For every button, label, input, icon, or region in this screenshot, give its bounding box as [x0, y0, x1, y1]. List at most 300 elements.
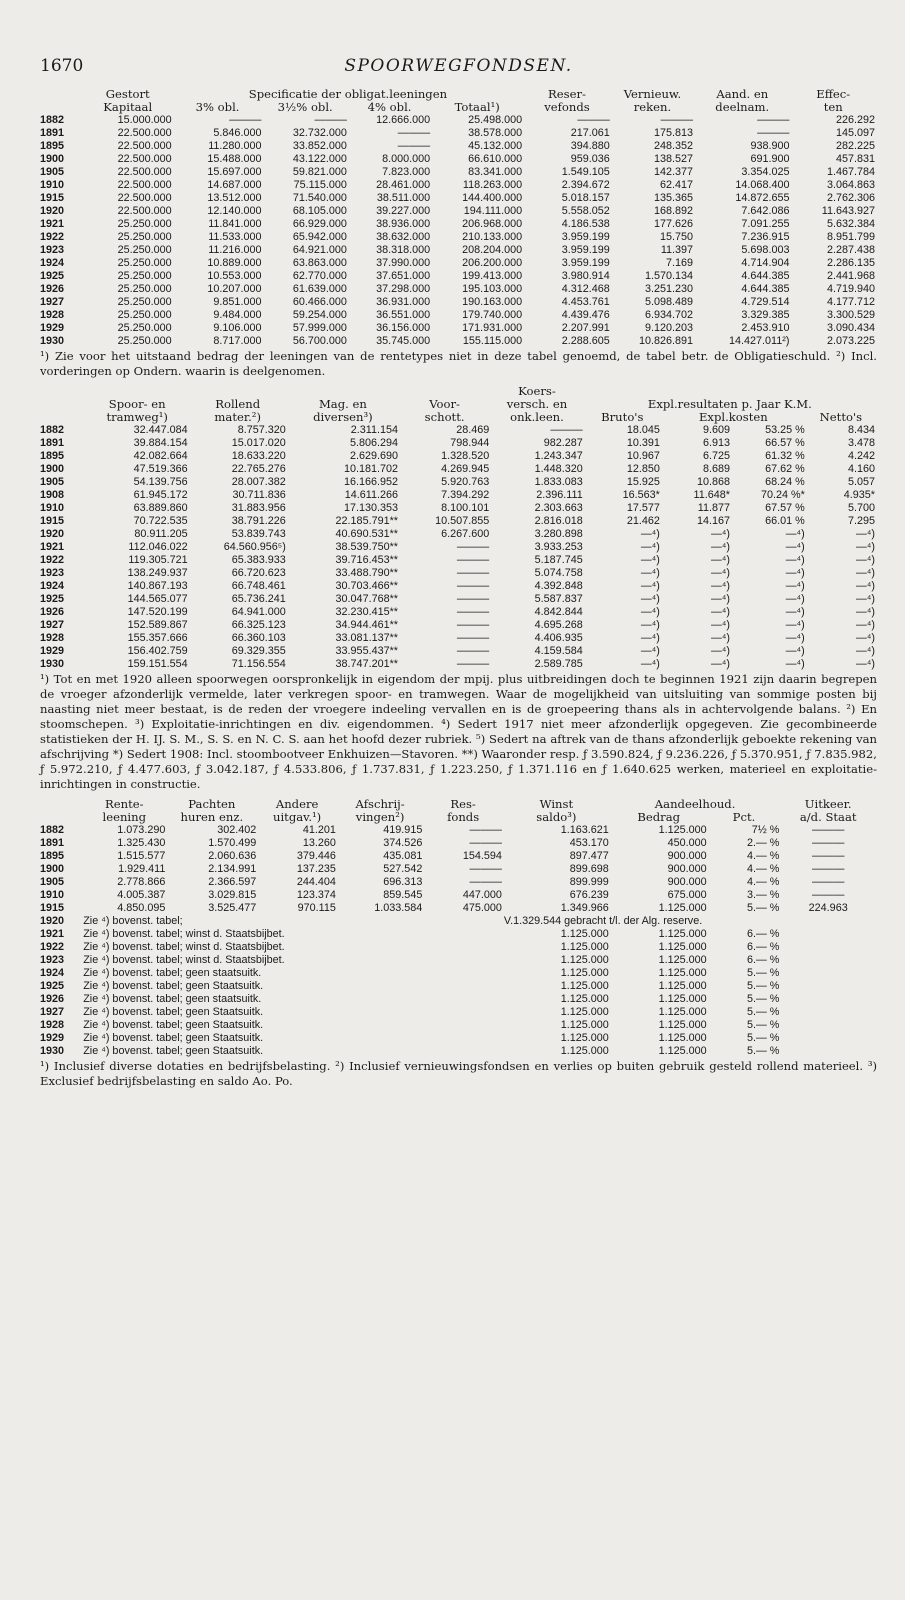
table-cell: 4.644.385	[741, 270, 790, 282]
table-row	[40, 489, 877, 502]
table-cell: 208.204.000	[462, 244, 523, 256]
table-cell: 696.313	[383, 876, 423, 888]
table-row	[40, 824, 877, 837]
table-cell: 61.32 %	[765, 450, 805, 462]
year-cell: 1925	[40, 270, 65, 282]
table-cell: 8.757.320	[237, 424, 286, 436]
table-cell: 25.250.000	[117, 335, 172, 347]
table-cell: 71.156.554	[231, 658, 286, 670]
table-cell: 1.125.000	[658, 1045, 707, 1057]
table-cell: —⁴)	[785, 593, 805, 605]
table-cell: 69.329.355	[231, 645, 286, 657]
table-cell: 22.500.000	[117, 166, 172, 178]
table-cell: 226.292	[835, 114, 875, 126]
table-cell: 302.402	[217, 824, 257, 836]
table-cell: 475.000	[462, 902, 502, 914]
table-cell: 144.400.000	[462, 192, 523, 204]
table-cell: 33.081.137**	[335, 632, 398, 644]
table-cell: 1.328.520	[441, 450, 490, 462]
table-cell: ———	[456, 541, 490, 553]
table1-footnote: ¹) Zie voor het uitstaand bedrag der leeningen van de rentetypes niet in deze tabel genoemd, de tabel betr. de Obligatieschuld. ²) Incl. vorderingen op Ondern. waarin is deelgenomen.	[40, 349, 877, 378]
table-cell: 450.000	[667, 837, 707, 849]
t1-h-deelnam: deelnam.	[715, 101, 770, 114]
table-cell: 22.765.276	[231, 463, 286, 475]
table-cell: 1.243.347	[534, 450, 583, 462]
year-cell: 1895	[40, 140, 65, 152]
year-cell: 1915	[40, 515, 65, 527]
table-cell: 8.717.000	[213, 335, 262, 347]
table-cell: 938.900	[750, 140, 790, 152]
table-cell: 10.391	[626, 437, 660, 449]
table-cell: 22.500.000	[117, 140, 172, 152]
table-cell: 42.082.664	[133, 450, 188, 462]
table-cell: —⁴)	[640, 658, 660, 670]
table-row	[40, 309, 877, 322]
year-cell: 1891	[40, 127, 65, 139]
t1-h-vefonds: vefonds	[544, 101, 590, 114]
table-cell: 900.000	[667, 863, 707, 875]
table-cell: 80.911.205	[134, 528, 188, 540]
table-cell: 2.396.111	[536, 489, 583, 501]
table-cell: 1.073.290	[117, 824, 166, 836]
table-cell: 6.267.600	[441, 528, 490, 540]
table-row	[40, 980, 877, 993]
table-cell: —⁴)	[785, 528, 805, 540]
table-cell: 39.716.453**	[335, 554, 398, 566]
table-cell: 15.750	[660, 231, 694, 243]
table-cell: 2.778.866	[117, 876, 166, 888]
table-cell: 457.831	[835, 153, 875, 165]
table-cell: 10.507.855	[435, 515, 490, 527]
table-cell: —⁴)	[710, 632, 730, 644]
table-cell: Zie ⁴) bovenst. tabel; geen staatsuitk.	[83, 993, 262, 1005]
table-cell: —⁴)	[640, 645, 660, 657]
table-cell: —⁴)	[710, 645, 730, 657]
table-cell: —⁴)	[640, 619, 660, 631]
table-cell: 5.057	[847, 476, 875, 488]
table-cell: 379.446	[296, 850, 336, 862]
table-cell: 4.935*	[843, 489, 875, 501]
t2-h-mag: Mag. en	[318, 398, 367, 411]
table-cell: 65.736.241	[231, 593, 286, 605]
table-cell: 2.366.597	[208, 876, 257, 888]
table-cell: —⁴)	[855, 567, 875, 579]
table-cell: 2.311.154	[350, 424, 398, 436]
table-row	[40, 450, 877, 463]
table-cell: 25.250.000	[117, 257, 172, 269]
table-cell: 210.133.000	[462, 231, 523, 243]
table-cell: 4.842.844	[534, 606, 583, 618]
year-cell: 1926	[40, 283, 65, 295]
table-cell: 5.632.384	[826, 218, 875, 230]
year-cell: 1922	[40, 554, 65, 566]
table-cell: 982.287	[543, 437, 583, 449]
t1-h-ten: ten	[823, 101, 843, 114]
table-cell: 65.383.933	[231, 554, 286, 566]
table-cell: 14.427.011²)	[729, 335, 790, 347]
table-cell: ———	[456, 554, 490, 566]
table-cell: —⁴)	[640, 606, 660, 618]
table-cell: 66.720.623	[231, 567, 286, 579]
table-cell: 37.298.000	[376, 283, 431, 295]
year-cell: 1922	[40, 231, 65, 243]
t3-h-andere: Andere	[275, 798, 319, 811]
table-cell: 152.589.867	[127, 619, 188, 631]
t1-h-4obl: 4% obl.	[367, 101, 412, 114]
table-cell: 900.000	[667, 850, 707, 862]
year-cell: 1905	[40, 476, 65, 488]
table-cell: 15.000.000	[117, 114, 172, 126]
table-cell: 4.729.514	[741, 296, 790, 308]
table-row	[40, 593, 877, 606]
table-cell: ———	[397, 140, 431, 152]
table-cell: 4.160	[847, 463, 875, 475]
table-cell: 435.081	[383, 850, 423, 862]
table-cell: 3.959.199	[561, 231, 610, 243]
table-cell: 138.527	[654, 153, 694, 165]
table-cell: 4.177.712	[826, 296, 875, 308]
table-cell: ———	[456, 580, 490, 592]
t1-h-gestort: Gestort	[105, 88, 150, 101]
table-cell: 38.511.000	[376, 192, 431, 204]
table-cell: 16.166.952	[343, 476, 398, 488]
table-cell: 83.341.000	[468, 166, 523, 178]
table-cell: 2.— %	[746, 837, 780, 849]
table-cell: 5.187.745	[534, 554, 583, 566]
t2-h-koers: Koers-	[518, 385, 556, 398]
table-cell: 22.500.000	[117, 192, 172, 204]
year-cell: 1921	[40, 541, 65, 553]
table-cell: 119.305.721	[128, 554, 188, 566]
table-cell: ———	[812, 889, 845, 901]
table-cell: 25.250.000	[117, 322, 172, 334]
table2-footnote: ¹) Tot en met 1920 alleen spoorwegen oorspronkelijk in eigendom der mpij. plus uitbreidingen doch te beginnen 1921 zijn daarin begrepen de vroeger afzonderlijk vermelde, later verkregen spoor- en tramwegen. Waar de mogelijkheid van uitsluiting van sommige posten bij naasting niet meer bestaat, is de reden der vroegere indeeling vervallen en is de groepeering thans als in achtervolgende balans. ²) En stoomschepen. ³) Exploitatie-inrichtingen en div. eigendommen. ⁴) Sedert 1917 niet meer afzonderlijk opgegeven. Zie gecombineerde statistieken der H. IJ. S. M., S. S. en N. C. S. aan het hoofd dezer rubriek. ⁵) Sedert na aftrek van de thans afzonderlijk geboekte rekening van afschrijving *) Sedert 1908: Incl. stoombootveer Enkhuizen—Stavoren. **) Waaronder resp. ƒ 3.590.824, ƒ 9.236.226, ƒ 5.370.951, ƒ 7.835.982, ƒ 5.972.210, ƒ 4.477.603, ƒ 3.042.187, ƒ 4.533.806, ƒ 1.737.831, ƒ 1.223.250, ƒ 1.371.116 en ƒ 1.640.625 werken, materieel en exploitatie-inrichtingen in constructie.	[40, 672, 877, 791]
table-row	[40, 218, 877, 231]
table-row	[40, 140, 877, 153]
t3-h-huren: huren enz.	[180, 811, 244, 824]
table-cell: 8.434	[847, 424, 875, 436]
table-cell: 5.846.000	[213, 127, 262, 139]
table-cell: 1.125.000	[560, 967, 609, 979]
table-cell: 1.929.411	[118, 863, 166, 875]
table-cell: 64.560.956⁵)	[223, 541, 286, 553]
table-cell: 8.000.000	[382, 153, 431, 165]
year-cell: 1923	[40, 244, 65, 256]
table-cell: 36.156.000	[376, 322, 431, 334]
table-cell: 66.01 %	[765, 515, 805, 527]
year-cell: 1930	[40, 1045, 65, 1057]
table-cell: 7.091.255	[741, 218, 790, 230]
table-row	[40, 127, 877, 140]
table-row	[40, 515, 877, 528]
table-cell: 11.648*	[693, 489, 730, 501]
year-cell: 1926	[40, 606, 65, 618]
table-cell: 394.880	[570, 140, 610, 152]
table-cell: 4.714.904	[741, 257, 790, 269]
table-cell: —⁴)	[710, 658, 730, 670]
table-row	[40, 528, 877, 541]
table-cell: Zie ⁴) bovenst. tabel; geen staatsuitk.	[83, 967, 262, 979]
table-cell: 41.201	[302, 824, 336, 836]
table-cell: 675.000	[667, 889, 707, 901]
table-cell: 22.185.791**	[335, 515, 398, 527]
table-cell: 64.921.000	[292, 244, 347, 256]
table-cell: 15.697.000	[207, 166, 262, 178]
table-cell: 1.125.000	[560, 941, 609, 953]
table-cell: 8.689	[702, 463, 730, 475]
table-row	[40, 876, 877, 889]
table-cell: 1.125.000	[658, 902, 707, 914]
table-cell: 5.700	[847, 502, 875, 514]
t1-h-reken: reken.	[633, 101, 672, 114]
table-cell: 177.626	[654, 218, 694, 230]
year-cell: 1882	[40, 114, 65, 126]
table-cell: —⁴)	[855, 541, 875, 553]
table-cell: 22.500.000	[117, 127, 172, 139]
t2-h-kosten: Expl.kosten	[698, 411, 768, 424]
table-cell: 28.007.382	[231, 476, 286, 488]
table-cell: 2.629.690	[349, 450, 398, 462]
table-cell: 5.— %	[746, 1045, 780, 1057]
table-cell: 2.762.306	[826, 192, 875, 204]
table2-header-row-1	[40, 398, 877, 411]
table-cell: 10.553.000	[207, 270, 262, 282]
table-cell: 25.498.000	[468, 114, 523, 126]
table-cell: 60.466.000	[292, 296, 347, 308]
table-cell: 70.24 %*	[760, 489, 805, 501]
table-row	[40, 993, 877, 1006]
table-cell: 10.967	[626, 450, 660, 462]
table-cell: 31.883.956	[231, 502, 286, 514]
table-cell: 195.103.000	[462, 283, 523, 295]
year-cell: 1900	[40, 463, 65, 475]
table-cell: 11.841.000	[208, 218, 262, 230]
table-cell: 4.— %	[746, 876, 780, 888]
table-cell: 64.941.000	[231, 606, 286, 618]
table-cell: 15.488.000	[207, 153, 262, 165]
table-row	[40, 606, 877, 619]
table-cell: 3.251.230	[645, 283, 694, 295]
year-cell: 1891	[40, 437, 65, 449]
table-cell: 4.005.387	[117, 889, 166, 901]
table-cell: 28.461.000	[376, 179, 431, 191]
year-cell: 1929	[40, 1032, 65, 1044]
table-row	[40, 463, 877, 476]
t3-h-uitkeer: Uitkeer.	[804, 798, 852, 811]
table-cell: 1.570.134	[645, 270, 694, 282]
empty-cell	[781, 1045, 877, 1058]
table-cell: 12.850	[626, 463, 660, 475]
table-cell: 1.125.000	[560, 1032, 609, 1044]
empty-cell	[781, 993, 877, 1006]
t2-h-netto: Netto's	[819, 411, 863, 424]
table-cell: 3.933.253	[534, 541, 583, 553]
table-cell: 25.250.000	[117, 231, 172, 243]
table-cell: 15.925	[626, 476, 660, 488]
table-cell: —⁴)	[855, 580, 875, 592]
table-cell: 3.354.025	[741, 166, 790, 178]
table-cell: 3.300.529	[826, 309, 875, 321]
table-cell: 63.889.860	[133, 502, 188, 514]
table-cell: —⁴)	[640, 632, 660, 644]
table-cell: 5.806.294	[349, 437, 398, 449]
table-cell: 1.125.000	[658, 928, 707, 940]
table-cell: 1.125.000	[658, 980, 707, 992]
table-cell: ———	[660, 114, 694, 126]
year-cell: 1926	[40, 993, 65, 1005]
table-cell: 1.125.000	[560, 954, 609, 966]
year-cell: 1927	[40, 1006, 65, 1018]
running-title: SPOORWEGFONDSEN.	[344, 56, 573, 76]
table-cell: 1.125.000	[658, 967, 707, 979]
table-cell: 5.698.003	[741, 244, 790, 256]
table2-header-row-0	[40, 385, 877, 398]
table-row	[40, 192, 877, 205]
table-cell: 10.826.891	[639, 335, 694, 347]
table-cell: 2.287.438	[826, 244, 875, 256]
table-cell: 2.286.135	[826, 257, 875, 269]
table-cell: 4.644.385	[741, 283, 790, 295]
table-cell: 25.250.000	[117, 309, 172, 321]
page-number: 1670	[40, 56, 84, 76]
table-cell: 447.000	[462, 889, 502, 901]
table-cell: 206.200.000	[462, 257, 523, 269]
table-cell: Zie ⁴) bovenst. tabel; geen Staatsuitk.	[83, 1045, 264, 1057]
table-cell: —⁴)	[640, 528, 660, 540]
table-cell: 5.587.837	[534, 593, 583, 605]
table-cell: Zie ⁴) bovenst. tabel; geen Staatsuitk.	[83, 1019, 264, 1031]
table-cell: 2.134.991	[208, 863, 257, 875]
table-cell: 138.249.937	[127, 567, 188, 579]
table-cell: 5.558.052	[561, 205, 610, 217]
table-cell: 9.484.000	[213, 309, 262, 321]
table-cell: 39.884.154	[133, 437, 188, 449]
table-row	[40, 1032, 877, 1045]
t2-h-tramweg: tramweg¹)	[106, 411, 168, 424]
table-cell: 6.— %	[746, 954, 780, 966]
table-cell: 25.250.000	[117, 244, 172, 256]
table-cell: 5.074.758	[534, 567, 583, 579]
table2-header-row-2	[40, 411, 877, 424]
table-cell: —⁴)	[710, 567, 730, 579]
table-cell: 28.469	[456, 424, 490, 436]
table-cell: 30.703.466**	[335, 580, 398, 592]
table-cell: 1.125.000	[658, 993, 707, 1005]
table-cell: 1.125.000	[560, 993, 609, 1005]
table-cell: 1.033.584	[374, 902, 423, 914]
t2-h-onk: onk.leen.	[510, 411, 564, 424]
table-cell: 1.448.320	[534, 463, 583, 475]
table-cell: ———	[456, 619, 490, 631]
table-cell: 168.892	[654, 205, 694, 217]
table-row	[40, 283, 877, 296]
table-cell: 3.329.385	[741, 309, 790, 321]
table-cell: Zie ⁴) bovenst. tabel; winst d. Staatsbijbet.	[83, 941, 285, 953]
table-cell: 5.— %	[746, 993, 780, 1005]
table-cell: ———	[456, 645, 490, 657]
table-cell: 959.036	[570, 153, 610, 165]
table-cell: 6.934.702	[645, 309, 694, 321]
table-cell: 5.— %	[746, 1019, 780, 1031]
t3-h-winst: Winst	[539, 798, 574, 811]
t3-h-staat: a/d. Staat	[799, 811, 857, 824]
t1-h-reser: Reser-	[548, 88, 586, 101]
table-cell: 1.125.000	[560, 1006, 609, 1018]
table-cell: 1.125.000	[560, 980, 609, 992]
table-cell: 3.064.863	[826, 179, 875, 191]
table-cell: 63.863.000	[292, 257, 347, 269]
t3-h-afschrij: Afschrij-	[355, 798, 405, 811]
table-cell: 419.915	[383, 824, 423, 836]
table-cell: ———	[456, 658, 490, 670]
t3-h-res: Res-	[450, 798, 476, 811]
table-cell: 691.900	[750, 153, 790, 165]
table-cell: 57.999.000	[292, 322, 347, 334]
table-cell: 1.125.000	[658, 954, 707, 966]
table-cell: 66.325.123	[231, 619, 286, 631]
t1-h-spec: Specificatie der obligat.leeningen	[248, 88, 448, 101]
table-cell: 36.551.000	[376, 309, 431, 321]
table-cell: 1.549.105	[561, 166, 610, 178]
table-row	[40, 114, 877, 127]
table-cell: 17.130.353	[343, 502, 398, 514]
t1-h-effec: Effec-	[816, 88, 851, 101]
table-row	[40, 424, 877, 437]
year-cell: 1895	[40, 450, 65, 462]
table-cell: —⁴)	[855, 554, 875, 566]
t2-h-voor: Voor-	[429, 398, 460, 411]
table-row	[40, 902, 877, 915]
table-cell: 70.722.535	[133, 515, 188, 527]
table-cell: 1.125.000	[560, 1045, 609, 1057]
year-cell: 1905	[40, 166, 65, 178]
table-cell: 5.— %	[746, 980, 780, 992]
table-cell: 13.512.000	[207, 192, 262, 204]
empty-cell	[781, 1032, 877, 1045]
year-cell: 1915	[40, 192, 65, 204]
table-cell: 18.045	[626, 424, 660, 436]
table-row	[40, 619, 877, 632]
table-cell: 37.651.000	[376, 270, 431, 282]
t2-h-versch: versch. en	[506, 398, 568, 411]
table-cell: 159.151.554	[127, 658, 188, 670]
table-cell: 14.167	[696, 515, 730, 527]
table-cell: —⁴)	[855, 632, 875, 644]
t3-h-uitgav: uitgav.¹)	[273, 811, 322, 824]
t2-h-mater: mater.²)	[214, 411, 261, 424]
table-cell: 37.990.000	[376, 257, 431, 269]
table-cell: 6.— %	[746, 941, 780, 953]
table-cell: 39.227.000	[376, 205, 431, 217]
table-cell: 154.594	[462, 850, 502, 862]
table-cell: 10.207.000	[207, 283, 262, 295]
table-cell: —⁴)	[710, 541, 730, 553]
table-cell: 12.140.000	[207, 205, 262, 217]
table-cell: 5.018.157	[561, 192, 610, 204]
table-cell: 4.695.268	[534, 619, 583, 631]
table-cell: 142.377	[654, 166, 694, 178]
table-cell: 53.25 %	[765, 424, 805, 436]
table-cell: 4.159.584	[534, 645, 583, 657]
table-cell: 4.719.940	[826, 283, 875, 295]
table-cell: 3.478	[847, 437, 875, 449]
table-cell: 194.111.000	[463, 205, 523, 217]
t3-h-pct: Pct.	[732, 811, 756, 824]
table-cell: 66.57 %	[765, 437, 805, 449]
table-cell: 9.609	[702, 424, 730, 436]
table-cell: 1.349.966	[560, 902, 609, 914]
table-cell: 15.017.020	[231, 437, 286, 449]
